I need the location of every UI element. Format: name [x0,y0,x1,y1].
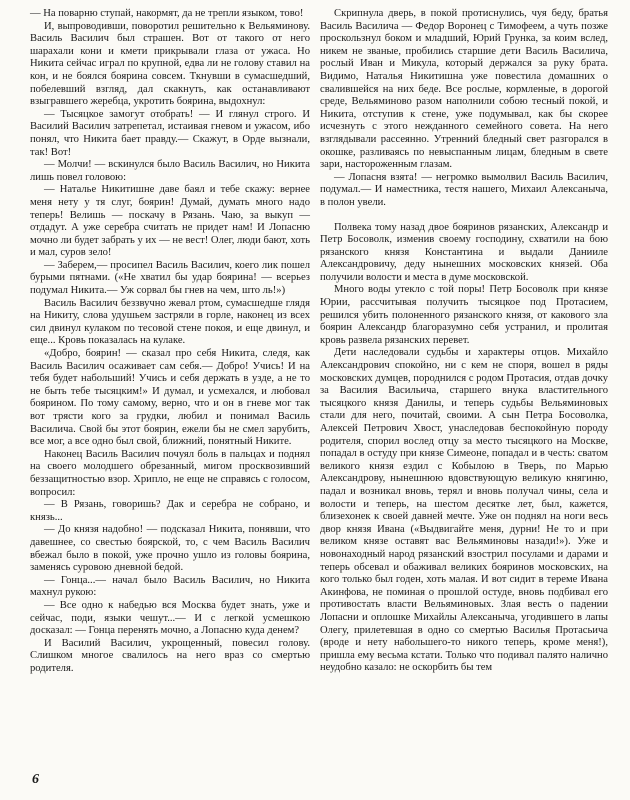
paragraph: — До князя надобно! — подсказал Никита, понявши, что давешнее, со свестью боярской, то, с чем Василь Василич вбежал было в покой, уже прочно ушло из головы боярина, заменясь суровою дневной бедой. [30,524,310,574]
paragraph: — Лопасня взята! — негромко вымолвил Василь Василич, подумал.— И наместника, тестя нашего, Михаил Алексаныча, в полон увели. [320,171,608,208]
paragraph: — На поварню ступай, накормят, да не трепли языком, тово! [30,8,304,19]
paragraph: Наконец Василь Василич почуял боль в пальцах и поднял на своего молодшего обрезанный, мигом просквозивший беззащитностью взор. Хрипло, не еще не справясь с голосом, вопросил: [30,448,310,498]
paragraph: — Тысяцкое замогут отобрать! — И глянул строго. И Василий Василич затрепетал, истаивая гневом и ужасом, ибо понял, что Никита бает правду.— Скажут, в Орде вызнали, так! Вот! [30,108,310,158]
paragraph: — Молчи! — вскинулся было Василь Василич, но Никита лишь повел головою: [30,159,310,183]
paragraph: Скрипнула дверь, в покой протиснулись, чуя беду, братья Василь Василича — Федор Воронец с Тимофеем, а чуть позже проскользнул боком и младший, Юрий Грунка, за коим вслед, никем не званые, пробились старшие дети Василь Василича, рослый Иван и Микула, который держался за руку брата. Видимо, Наталья Никитишна уже повестила домашних о свалившейся на них беде. Все рослые, кормленые, в дорогой среде, Вельяминово разом наполнили собою тесный покой, и Никита, отступив к стене, уже подумывал, как бы скорее исчезнуть с этого нежданного семейного совета. На него взглядывали рассеянно. Утренний бледный свет разгорался в окошке, разливаясь по невыспанным лицам, бледным в свете зари, настороженным глазам. [320,8,608,171]
paragraph: И Василий Василич, укрощенный, повесил голову. Слишком многое свалилось на него враз со смертью родителя. [30,637,310,674]
paragraph: Много воды утекло с той поры! Петр Босоволк при князе Юрии, рассчитывая получить тысяцкое под Протасием, решился убить полоненного рязанского князя, от какового зла боярин Александр благоразумно себя устранил, и пролитая кровь развела рязанских перевет. [320,284,608,346]
paragraph: — В Рязань, говоришь? Дак и серебра не собрано, и князь... [30,499,310,523]
paragraph: — Гонца...— начал было Василь Василич, но Никита махнул рукою: [30,574,310,599]
right-column [320,8,608,675]
paragraph: Василь Василич беззвучно жевал ртом, сумасшедше глядя на Никиту, слова удушьем застряли в горле, наконец из всех сил двинул кулаком по тесовой стене покоя, и еще двинул, и еще... Кровь показалась на кулаке. [30,297,310,347]
paragraph: — Наталье Никитишне даве баял и тебе скажу: вернее меня нету у тя слуг, боярин! Думай, думать много надо теперь! Велишь — поскачу в Рязань. Чаю, за выкуп — отдадут. А уже серебра считать не придет нам! И Лопасню мочно ли будет забрать у их — не вест! Олег, люди бают, хоть и мал, суров зело! [30,184,310,259]
paragraph: Дети наследовали судьбы и характеры отцов. Михайло Александрович спокойно, ни с кем не споря, вошел в ряды московских думцев, породнился с родом Протасия, отдав дочку за Василия Васильича, старшего внука властительного тысяцкого князя Данилы, и теперь судьбы Вельяминовых стали для него, почитай, своими. А сын Петра Босоволка, Алексей Петрович Хвост, унаследовав беспокойную породу родителя, спорил вослед отцу за место тысяцкого на Москве, попадал в остуду при князе Симеоне, попадал и в честь: сватом великого князя ездил с Кобылою в Тверь, по Марью Александрову, нынешнюю вдовствующую великую княгиню, падал и возникал вновь, терял и вновь получал чины, села и волости и теперь, на шестом десятке лет, был, кажется, близехонек к своей давней мечте. Уже он поднял на ноги весь двор князя Ивана («Выдвигайте меня, дурни! Не то и при великом князе оставят вас Вельяминовы назади!»). Уже и новонаходный народ рязанский взострил посулами и дарами и теперь обсевал и обаживал великих бояринов московских, на кого только был годен, хоть малая. И вот сидит в тереме Ивана Акинфова, не поминая о прошлой остуде, вновь подбивал его противостать власти Вельяминовых. Злая весть о падении Лопасни и оплошке Михайлы Алексаныча, угодившего в лапы Олегу, прилетевшая в одно со смертью Василья Протасьича (вроде и нету набольшего-то никого теперь, кроме меня!), пришла ему весьма кстати. Только что подивал палято налично неудобно казало: не оскорбить бы тем [320,347,608,674]
paragraph: — Все одно к набедью вся Москва будет знать, уже и сейчас, поди, языки чешут...— И с легкой усмешкою досказал: — Гонца перенять мочно, а Лопасню куда денем? [30,599,310,637]
left-column [30,8,310,675]
paragraph: — Заберем,— просипел Василь Василич, коего лик пошел бурыми пятнами. («Не хватил бы удар боярина! — всерьез подумал Никита.— Уж сорвал бы гнев на чем, што ль!») [30,259,310,297]
paragraph: «Добро, боярин! — сказал про себя Никита, следя, как Василь Василич осаживает сам себя.— Добро! Учись! И на тебя будет набольший! Учись и себя держать в узде, а не то не быть тебе тысяцким!» И думал, и усмехался, и любовал боярином. По тому самому, верно, что и он в гневе мог так вот трясти кого за грудки, любил и понимал Василь Василича. Свой бы этот боярин, ежели бы не смел зарубить, все мог, а все одно был свой, ближний, понятный Никите. [30,348,310,448]
paragraph: И, выпроводивши, поворотил решительно к Вельяминову. Василь Василич был страшен. Вот от такого от него шарахали кони и кмети прикрывали глаза от ужаса. Но Никита сейчас играл по крупной, едва ли не голову ставил на кон, и не боялся боярина совсем. Ткнувши в сумасшедший, побелевший взгляд, дал скакнуть, как останавливают взыгравшего жеребца, укротить боярина, выдохнул: [30,20,310,108]
page-number: 6 [32,772,39,787]
section-paragraph: Полвека тому назад двое бояринов рязанских, Александр и Петр Босоволк, изменив своему господину, схватили на бою рязанского князя Константина и выдали Данииле Александровичу, деду нынешних московских князей. Оба получили волости и места в думе московской. [320,221,608,283]
